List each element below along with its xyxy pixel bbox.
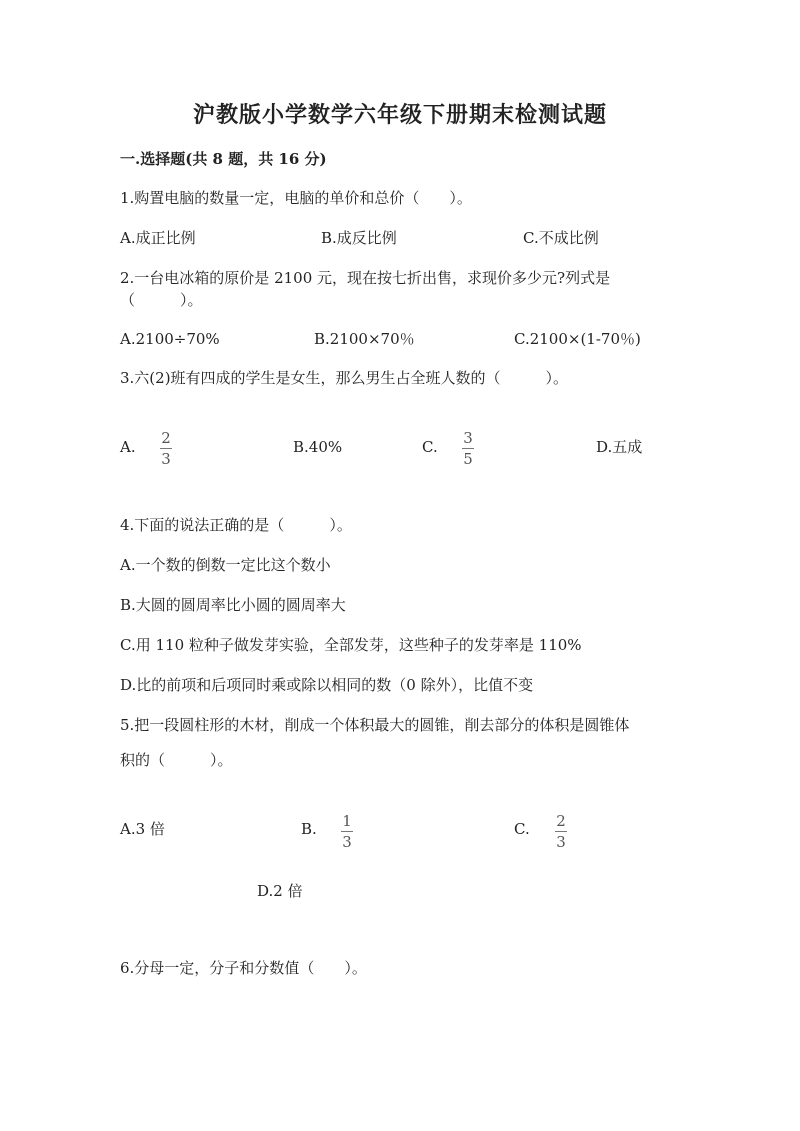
fraction-denominator: 3 — [161, 450, 171, 468]
question-5-stem-line2: 积的（ ）。 — [120, 751, 233, 769]
question-5-stem-line1: 5.把一段圆柱形的木材，削成一个体积最大的圆锥，削去部分的体积是圆锥体 — [120, 716, 630, 734]
fraction-numerator: 2 — [556, 812, 566, 830]
question-5-option-b-fraction — [341, 813, 353, 850]
question-5-option-a: A.3 倍 — [120, 820, 165, 838]
question-4-stem: 4.下面的说法正确的是（ ）。 — [120, 516, 352, 534]
question-1-option-c: C.不成比例 — [523, 229, 599, 247]
fraction-bar — [341, 831, 353, 832]
question-1-option-a: A.成正比例 — [120, 229, 196, 247]
question-3-option-a-fraction — [160, 430, 172, 467]
question-4-option-b: B.大圆的圆周率比小圆的圆周率大 — [120, 596, 346, 614]
question-2-option-b: B.2100×70％ — [314, 330, 415, 348]
fraction-denominator: 5 — [463, 450, 473, 468]
fraction-numerator: 1 — [342, 812, 352, 830]
section-heading: 一.选择题(共 8 题，共 16 分) — [120, 150, 327, 168]
question-2-option-a: A.2100÷70% — [120, 330, 220, 348]
fraction-numerator: 3 — [463, 429, 473, 447]
question-4-option-c: C.用 110 粒种子做发芽实验，全部发芽，这些种子的发芽率是 110% — [120, 636, 582, 654]
question-3-option-c-label: C. — [422, 438, 438, 456]
fraction-denominator: 3 — [556, 833, 566, 851]
question-5-option-c-label: C. — [514, 820, 530, 838]
fraction-bar — [462, 448, 474, 449]
question-5-option-d: D.2 倍 — [257, 882, 303, 900]
question-3-option-d: D.五成 — [596, 438, 643, 456]
question-3-option-b: B.40% — [293, 438, 343, 456]
question-1-option-b: B.成反比例 — [321, 229, 397, 247]
question-2-stem-line1: 2.一台电冰箱的原价是 2100 元，现在按七折出售，求现价多少元?列式是 — [120, 269, 611, 287]
question-3-stem: 3.六(2)班有四成的学生是女生，那么男生占全班人数的（ ）。 — [120, 369, 569, 387]
question-4-option-d: D.比的前项和后项同时乘或除以相同的数（0 除外），比值不变 — [120, 676, 534, 694]
question-3-option-a-label: A. — [120, 438, 136, 456]
question-4-option-a: A.一个数的倒数一定比这个数小 — [120, 556, 331, 574]
fraction-denominator: 3 — [342, 833, 352, 851]
question-3-option-c-fraction — [462, 430, 474, 467]
fraction-bar — [555, 831, 567, 832]
question-5-option-c-fraction — [555, 813, 567, 850]
question-1-stem: 1.购置电脑的数量一定，电脑的单价和总价（ ）。 — [120, 189, 472, 207]
question-6-stem: 6.分母一定，分子和分数值（ ）。 — [120, 959, 367, 977]
page-title: 沪教版小学数学六年级下册期末检测试题 — [192, 102, 607, 128]
question-2-stem-line2: （ ）。 — [120, 291, 203, 309]
question-5-option-b-label: B. — [301, 820, 317, 838]
question-2-option-c: C.2100×(1-70％) — [514, 330, 641, 348]
fraction-bar — [160, 448, 172, 449]
fraction-numerator: 2 — [161, 429, 171, 447]
